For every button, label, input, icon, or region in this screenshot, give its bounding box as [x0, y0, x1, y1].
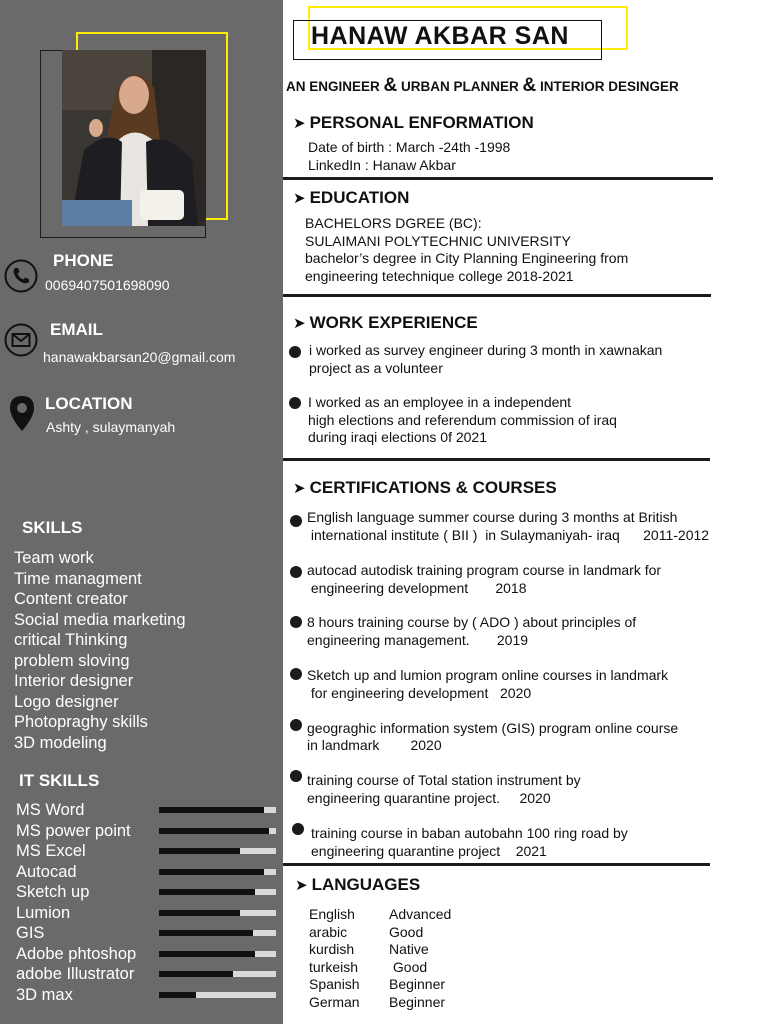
languages-heading-text: LANGUAGES	[311, 875, 421, 894]
work-heading	[293, 313, 478, 333]
skill-level-bar	[159, 992, 276, 998]
phone-value[interactable]: 0069407501698090	[45, 277, 170, 293]
languages-heading	[295, 875, 420, 895]
language-name: kurdish	[309, 941, 355, 957]
phone-title: PHONE	[53, 251, 114, 270]
tagline-role-1: AN ENGINEER	[286, 79, 380, 94]
certification-line: in landmark 2020	[307, 737, 442, 753]
skill-item: Interior designer	[14, 672, 134, 690]
language-row	[309, 994, 451, 1012]
language-name: Spanish	[309, 976, 360, 992]
phone-icon	[4, 259, 38, 293]
skill-level-fill	[159, 828, 269, 834]
it-skill-name: MS Excel	[16, 842, 86, 860]
it-skill-row	[16, 821, 278, 842]
skill-level-bar	[159, 951, 276, 957]
certification-line: engineering quarantine project. 2020	[307, 790, 551, 806]
date-of-birth: Date of birth : March -24th -1998	[308, 139, 511, 155]
work-heading-text: WORK EXPERIENCE	[309, 313, 478, 332]
certification-line: international institute ( BII ) in Sulaymaniyah- iraq 2011-2012	[307, 527, 710, 543]
personal-heading	[293, 113, 534, 133]
bullet-icon	[290, 770, 302, 782]
language-level: Advanced	[389, 906, 452, 922]
it-skill-name: Sketch up	[16, 883, 90, 901]
bullet-icon	[290, 719, 302, 731]
certification-line: Sketch up and lumion program online courses in landmark	[307, 667, 669, 683]
skill-level-bar	[159, 807, 276, 813]
certifications-heading-text: CERTIFICATIONS & COURSES	[309, 478, 557, 497]
language-name: turkeish	[309, 958, 359, 975]
location-value: Ashty , sulaymanyah	[46, 419, 176, 435]
skill-level-bar	[159, 869, 276, 875]
skill-level-bar	[159, 848, 276, 854]
skill-level-fill	[159, 807, 264, 813]
skill-level-fill	[159, 992, 196, 998]
skill-level-fill	[159, 869, 264, 875]
skill-item: problem sloving	[14, 651, 130, 670]
skills-list	[14, 548, 186, 753]
it-skill-row	[16, 862, 278, 883]
tagline	[286, 75, 679, 97]
work-line: project as a volunteer	[309, 360, 443, 376]
certification-line: for engineering development 2020	[307, 685, 532, 701]
skill-item: Time managment	[14, 569, 142, 588]
certification-line: autocad autodisk training program course in landmark for	[307, 562, 662, 578]
profile-photo	[62, 50, 206, 226]
bullet-icon	[292, 823, 304, 835]
it-skill-name: GIS	[16, 924, 45, 942]
certifications-heading	[293, 478, 557, 498]
skill-level-fill	[159, 971, 233, 977]
skill-item: Logo designer	[14, 692, 119, 711]
skill-item: Social media marketing	[14, 610, 186, 629]
work-line: I worked as an employee in a independent	[308, 394, 572, 410]
it-skill-name: Autocad	[16, 862, 77, 881]
email-value[interactable]: hanawakbarsan20@gmail.com	[43, 349, 236, 365]
language-level: Beginner	[389, 993, 446, 1010]
sidebar	[0, 0, 283, 1024]
personal-heading-text: PERSONAL ENFORMATION	[309, 113, 534, 132]
skill-level-bar	[159, 910, 276, 916]
bullet-icon	[290, 566, 302, 578]
it-skill-row	[16, 985, 278, 1006]
certification-line: training course of Total station instrument by	[307, 772, 581, 788]
chevron-right-icon: ➤	[293, 115, 306, 132]
email-title: EMAIL	[50, 320, 103, 339]
skill-item: Team work	[14, 549, 94, 567]
skill-item: critical Thinking	[14, 631, 128, 649]
skill-level-fill	[159, 910, 240, 916]
tagline-role-3: INTERIOR DESINGER	[540, 79, 679, 94]
skills-heading: SKILLS	[22, 518, 83, 537]
tagline-amp-2: &	[522, 75, 537, 96]
language-row	[309, 959, 451, 977]
bullet-icon	[290, 668, 302, 680]
language-name: English	[309, 906, 355, 922]
certification-line: English language summer course during 3 months at British	[307, 509, 678, 525]
work-line: i worked as survey engineer during 3 month in xawnakan	[309, 342, 663, 358]
certification-line: engineering quarantine project 2021	[311, 843, 547, 859]
it-skill-row	[16, 841, 278, 862]
skill-level-fill	[159, 848, 240, 854]
education-line: SULAIMANI POLYTECHNIC UNIVERSITY	[305, 233, 571, 249]
education-line: bachelor’s degree in City Planning Engineering from	[305, 250, 629, 266]
map-pin-icon	[7, 394, 37, 434]
work-line: during iraqi elections 0f 2021	[308, 429, 488, 445]
language-name: arabic	[309, 923, 348, 940]
certification-line: training course in baban autobahn 100 ring road by	[311, 825, 628, 841]
skill-level-fill	[159, 930, 253, 936]
skill-level-bar	[159, 971, 276, 977]
divider-work	[283, 458, 710, 461]
language-level: Good	[389, 958, 428, 975]
languages-table	[309, 906, 451, 1011]
divider-certifications	[283, 863, 710, 866]
chevron-right-icon: ➤	[295, 877, 308, 894]
it-skill-row	[16, 944, 278, 965]
it-skill-row	[16, 903, 278, 924]
bullet-icon	[290, 515, 302, 527]
skill-level-bar	[159, 889, 276, 895]
certification-line: engineering development 2018	[307, 580, 527, 596]
bullet-icon	[289, 397, 301, 409]
bullet-icon	[289, 346, 301, 358]
skill-item: 3D modeling	[14, 733, 107, 752]
education-heading-text: EDUCATION	[309, 188, 410, 207]
education-line: BACHELORS DGREE (BC):	[305, 215, 482, 231]
skill-level-fill	[159, 889, 255, 895]
divider-personal	[283, 177, 713, 180]
skill-level-fill	[159, 951, 255, 957]
certification-line: geograghic information system (GIS) program online course	[307, 720, 679, 736]
it-skill-name: 3D max	[16, 985, 73, 1004]
envelope-icon	[4, 323, 38, 357]
main-content	[283, 0, 768, 1024]
education-line: engineering tetechnique college 2018-2021	[305, 268, 574, 284]
it-skill-row	[16, 964, 278, 985]
it-skills-list	[16, 800, 278, 1005]
education-heading	[293, 188, 409, 208]
certification-line: engineering management. 2019	[307, 632, 529, 648]
language-name: German	[309, 993, 360, 1010]
tagline-role-2: URBAN PLANNER	[401, 79, 519, 94]
divider-education	[283, 294, 711, 297]
skill-level-bar	[159, 828, 276, 834]
it-skill-row	[16, 882, 278, 903]
language-level: Beginner	[389, 976, 446, 992]
language-level: Native	[389, 941, 429, 957]
it-skill-row	[16, 923, 278, 944]
language-level: Good	[389, 923, 424, 940]
skill-item: Photopraghy skills	[14, 713, 148, 731]
it-skill-name: adobe Illustrator	[16, 965, 135, 983]
chevron-right-icon: ➤	[293, 315, 306, 332]
language-row	[309, 976, 451, 994]
it-skill-name: MS power point	[16, 821, 131, 840]
full-name: HANAW AKBAR SAN	[311, 22, 569, 50]
language-row	[309, 906, 451, 924]
language-row	[309, 941, 451, 959]
it-skill-name: Lumion	[16, 903, 71, 922]
bullet-icon	[290, 616, 302, 628]
work-line: high elections and referendum commission of iraq	[308, 412, 617, 428]
tagline-amp-1: &	[383, 75, 398, 96]
it-skill-name: Adobe phtoshop	[16, 944, 137, 963]
location-title: LOCATION	[45, 394, 133, 413]
skill-item: Content creator	[14, 590, 128, 608]
certification-line: 8 hours training course by ( ADO ) about principles of	[307, 614, 637, 630]
it-skills-heading: IT SKILLS	[19, 771, 100, 790]
linkedin[interactable]: LinkedIn : Hanaw Akbar	[308, 157, 456, 173]
it-skill-name: MS Word	[16, 801, 85, 819]
skill-level-bar	[159, 930, 276, 936]
it-skill-row	[16, 800, 278, 821]
chevron-right-icon: ➤	[293, 480, 306, 497]
language-row	[309, 924, 451, 942]
chevron-right-icon: ➤	[293, 190, 306, 207]
